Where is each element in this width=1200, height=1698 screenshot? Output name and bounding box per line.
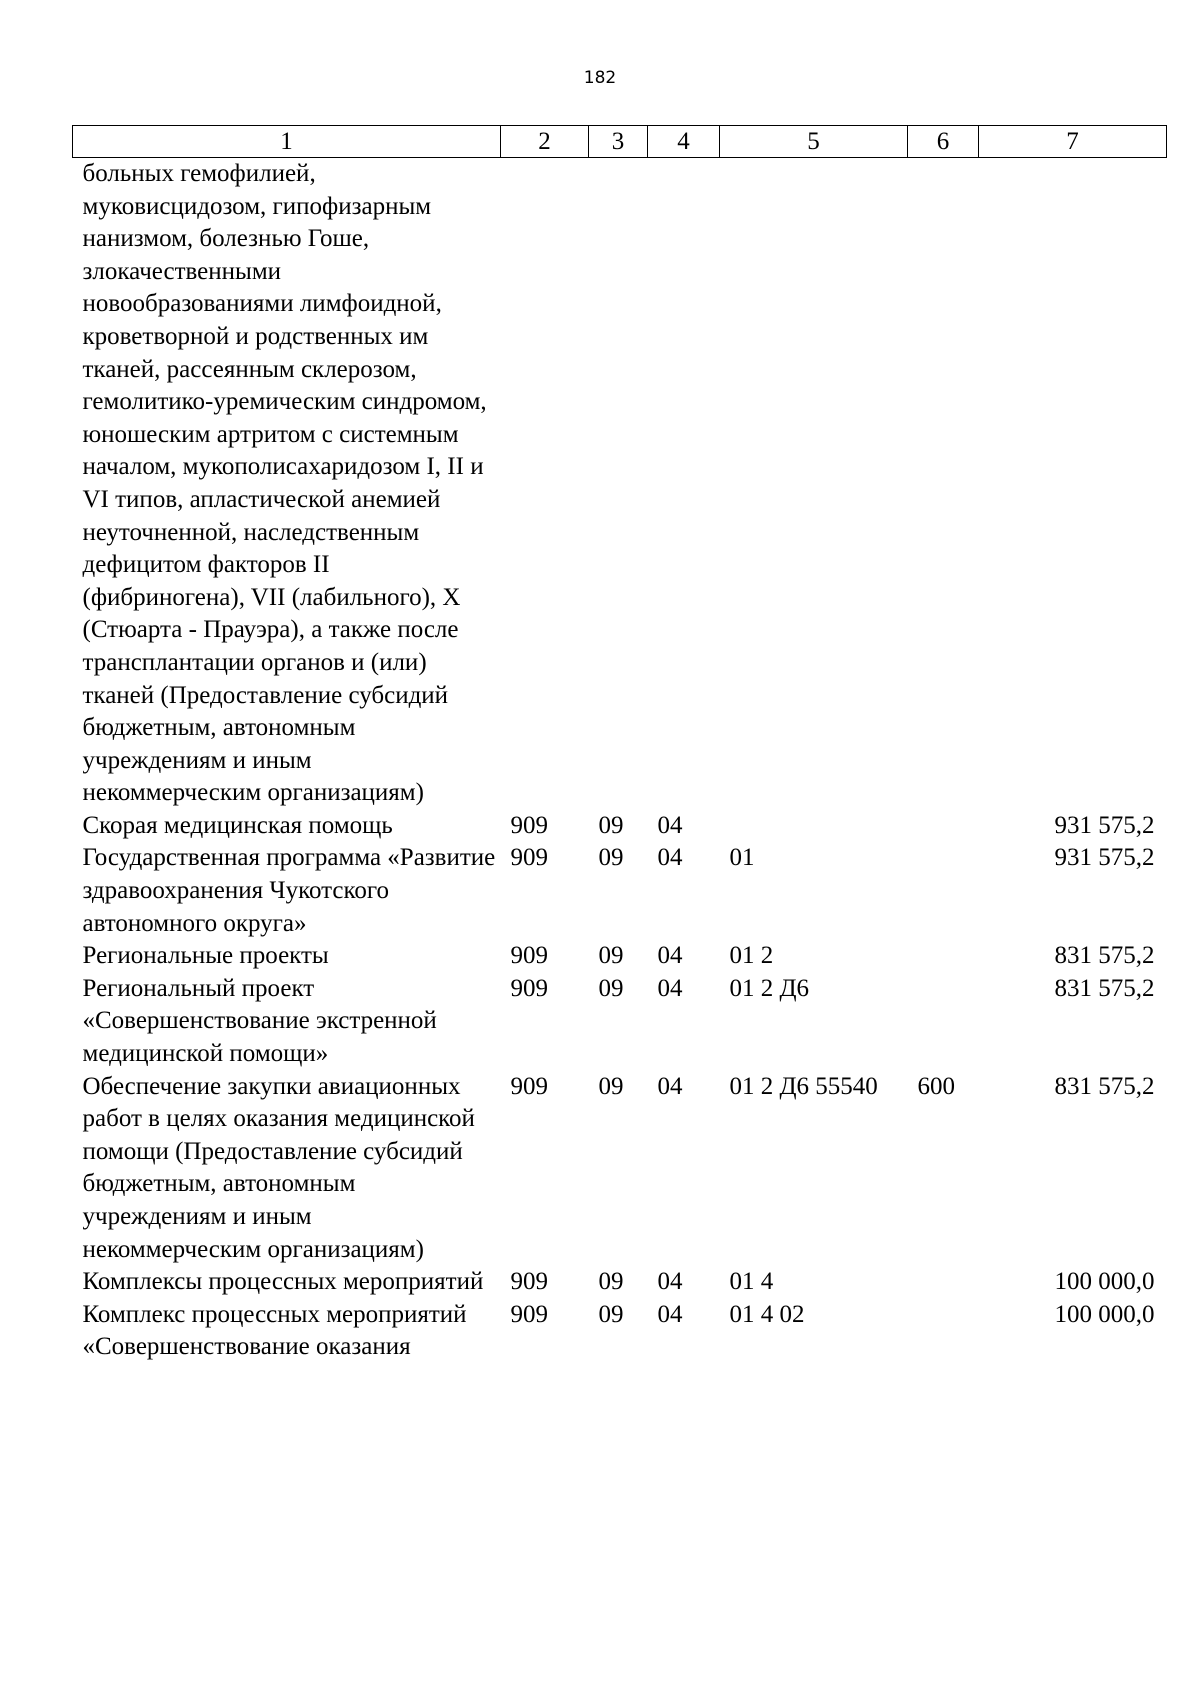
row-admin-code: 909 [510,1300,548,1328]
budget-table [72,125,1167,1364]
table-row [73,973,1167,1071]
row-amount: 931 575,2 [1054,844,1155,872]
row-subsection: 04 [657,811,683,839]
row-subsection: 04 [657,844,683,872]
row-name: Скорая медицинская помощь [82,811,393,839]
row-expense-type [908,973,979,1071]
row-admin-code: 909 [510,1268,548,1296]
table-row [73,1299,1167,1364]
column-header: 3 [589,126,648,158]
row-name: Комплекс процессных мероприятий «Совершенствование оказания [82,1300,467,1361]
column-header: 2 [501,126,589,158]
row-subsection [648,158,720,810]
row-expense-type [908,842,979,940]
row-amount [979,158,1167,810]
row-target-article [720,810,908,843]
row-expense-type [908,1266,979,1299]
header-row [73,126,1167,158]
row-name: Комплексы процессных мероприятий [82,1268,484,1296]
row-name: Государственная программа «Развитие здравоохранения Чукотского автономного округа» [82,844,496,937]
row-name: больных гемофилией, муковисцидозом, гипофизарным нанизмом, болезнью Гоше, злокачественными новообразованиями лимфоидной, кроветворной и родственных им тканей, рассеянным склерозом, гемолитико-уремическим синдромом, юношеским артритом с системным началом, мукополисахаридозом I, II и VI типов, апластической анемией неуточненной, наследственным дефицитом факторов II (фибриногена), VII (лабильного), X (Стюарта - Прауэра), а также после трансплантации органов и (или) тканей (Предоставление субсидий бюджетным, автономным учреждениям и иным некоммерческим организациям) [82,160,487,807]
row-section: 09 [598,1268,624,1296]
row-admin-code: 909 [510,844,548,872]
row-expense-type [908,810,979,843]
row-name: Региональный проект «Совершенствование экстренной медицинской помощи» [82,974,437,1068]
row-amount: 831 575,2 [1054,1072,1155,1100]
row-admin-code: 909 [510,942,548,970]
table-row [73,1071,1167,1267]
row-target-article: 01 4 [729,1268,774,1296]
row-name: Обеспечение закупки авиационных работ в целях оказания медицинской помощи (Предоставление субсидий бюджетным, автономным учреждениям и иным некоммерческим организациям) [82,1072,475,1263]
row-amount: 100 000,0 [1054,1300,1155,1328]
column-header: 1 [73,126,501,158]
row-expense-type [908,940,979,973]
row-expense-type: 600 [917,1072,955,1100]
row-section: 09 [598,1300,624,1328]
row-amount: 831 575,2 [1054,942,1155,970]
row-amount: 931 575,2 [1054,811,1155,839]
row-admin-code [501,158,589,810]
row-subsection: 04 [657,974,683,1002]
row-subsection: 04 [657,1072,683,1100]
row-expense-type [908,1299,979,1364]
row-admin-code: 909 [510,974,548,1002]
row-amount: 831 575,2 [1054,974,1155,1002]
row-section: 09 [598,1072,624,1100]
row-subsection: 04 [657,1268,683,1296]
row-section [589,158,648,810]
row-target-article: 01 2 [729,942,774,970]
row-amount: 100 000,0 [1054,1268,1155,1296]
row-target-article: 01 [729,844,755,872]
row-admin-code: 909 [510,1072,548,1100]
column-header: 6 [908,126,979,158]
page-number: 182 [583,68,617,88]
row-name: Региональные проекты [82,942,329,970]
row-subsection: 04 [657,1300,683,1328]
table-row [73,842,1167,940]
table-row [73,810,1167,843]
table-row [73,940,1167,973]
row-subsection: 04 [657,942,683,970]
row-target-article [720,158,908,810]
row-target-article: 01 4 02 [729,1300,805,1328]
table-row [73,158,1167,810]
row-section: 09 [598,974,624,1002]
table-row [73,1266,1167,1299]
column-header: 4 [648,126,720,158]
row-target-article: 01 2 Д6 [729,974,810,1002]
row-expense-type [908,158,979,810]
row-target-article: 01 2 Д6 55540 [729,1072,878,1100]
row-section: 09 [598,811,624,839]
row-section: 09 [598,844,624,872]
row-admin-code: 909 [510,811,548,839]
column-header: 7 [979,126,1167,158]
row-section: 09 [598,942,624,970]
column-header: 5 [720,126,908,158]
